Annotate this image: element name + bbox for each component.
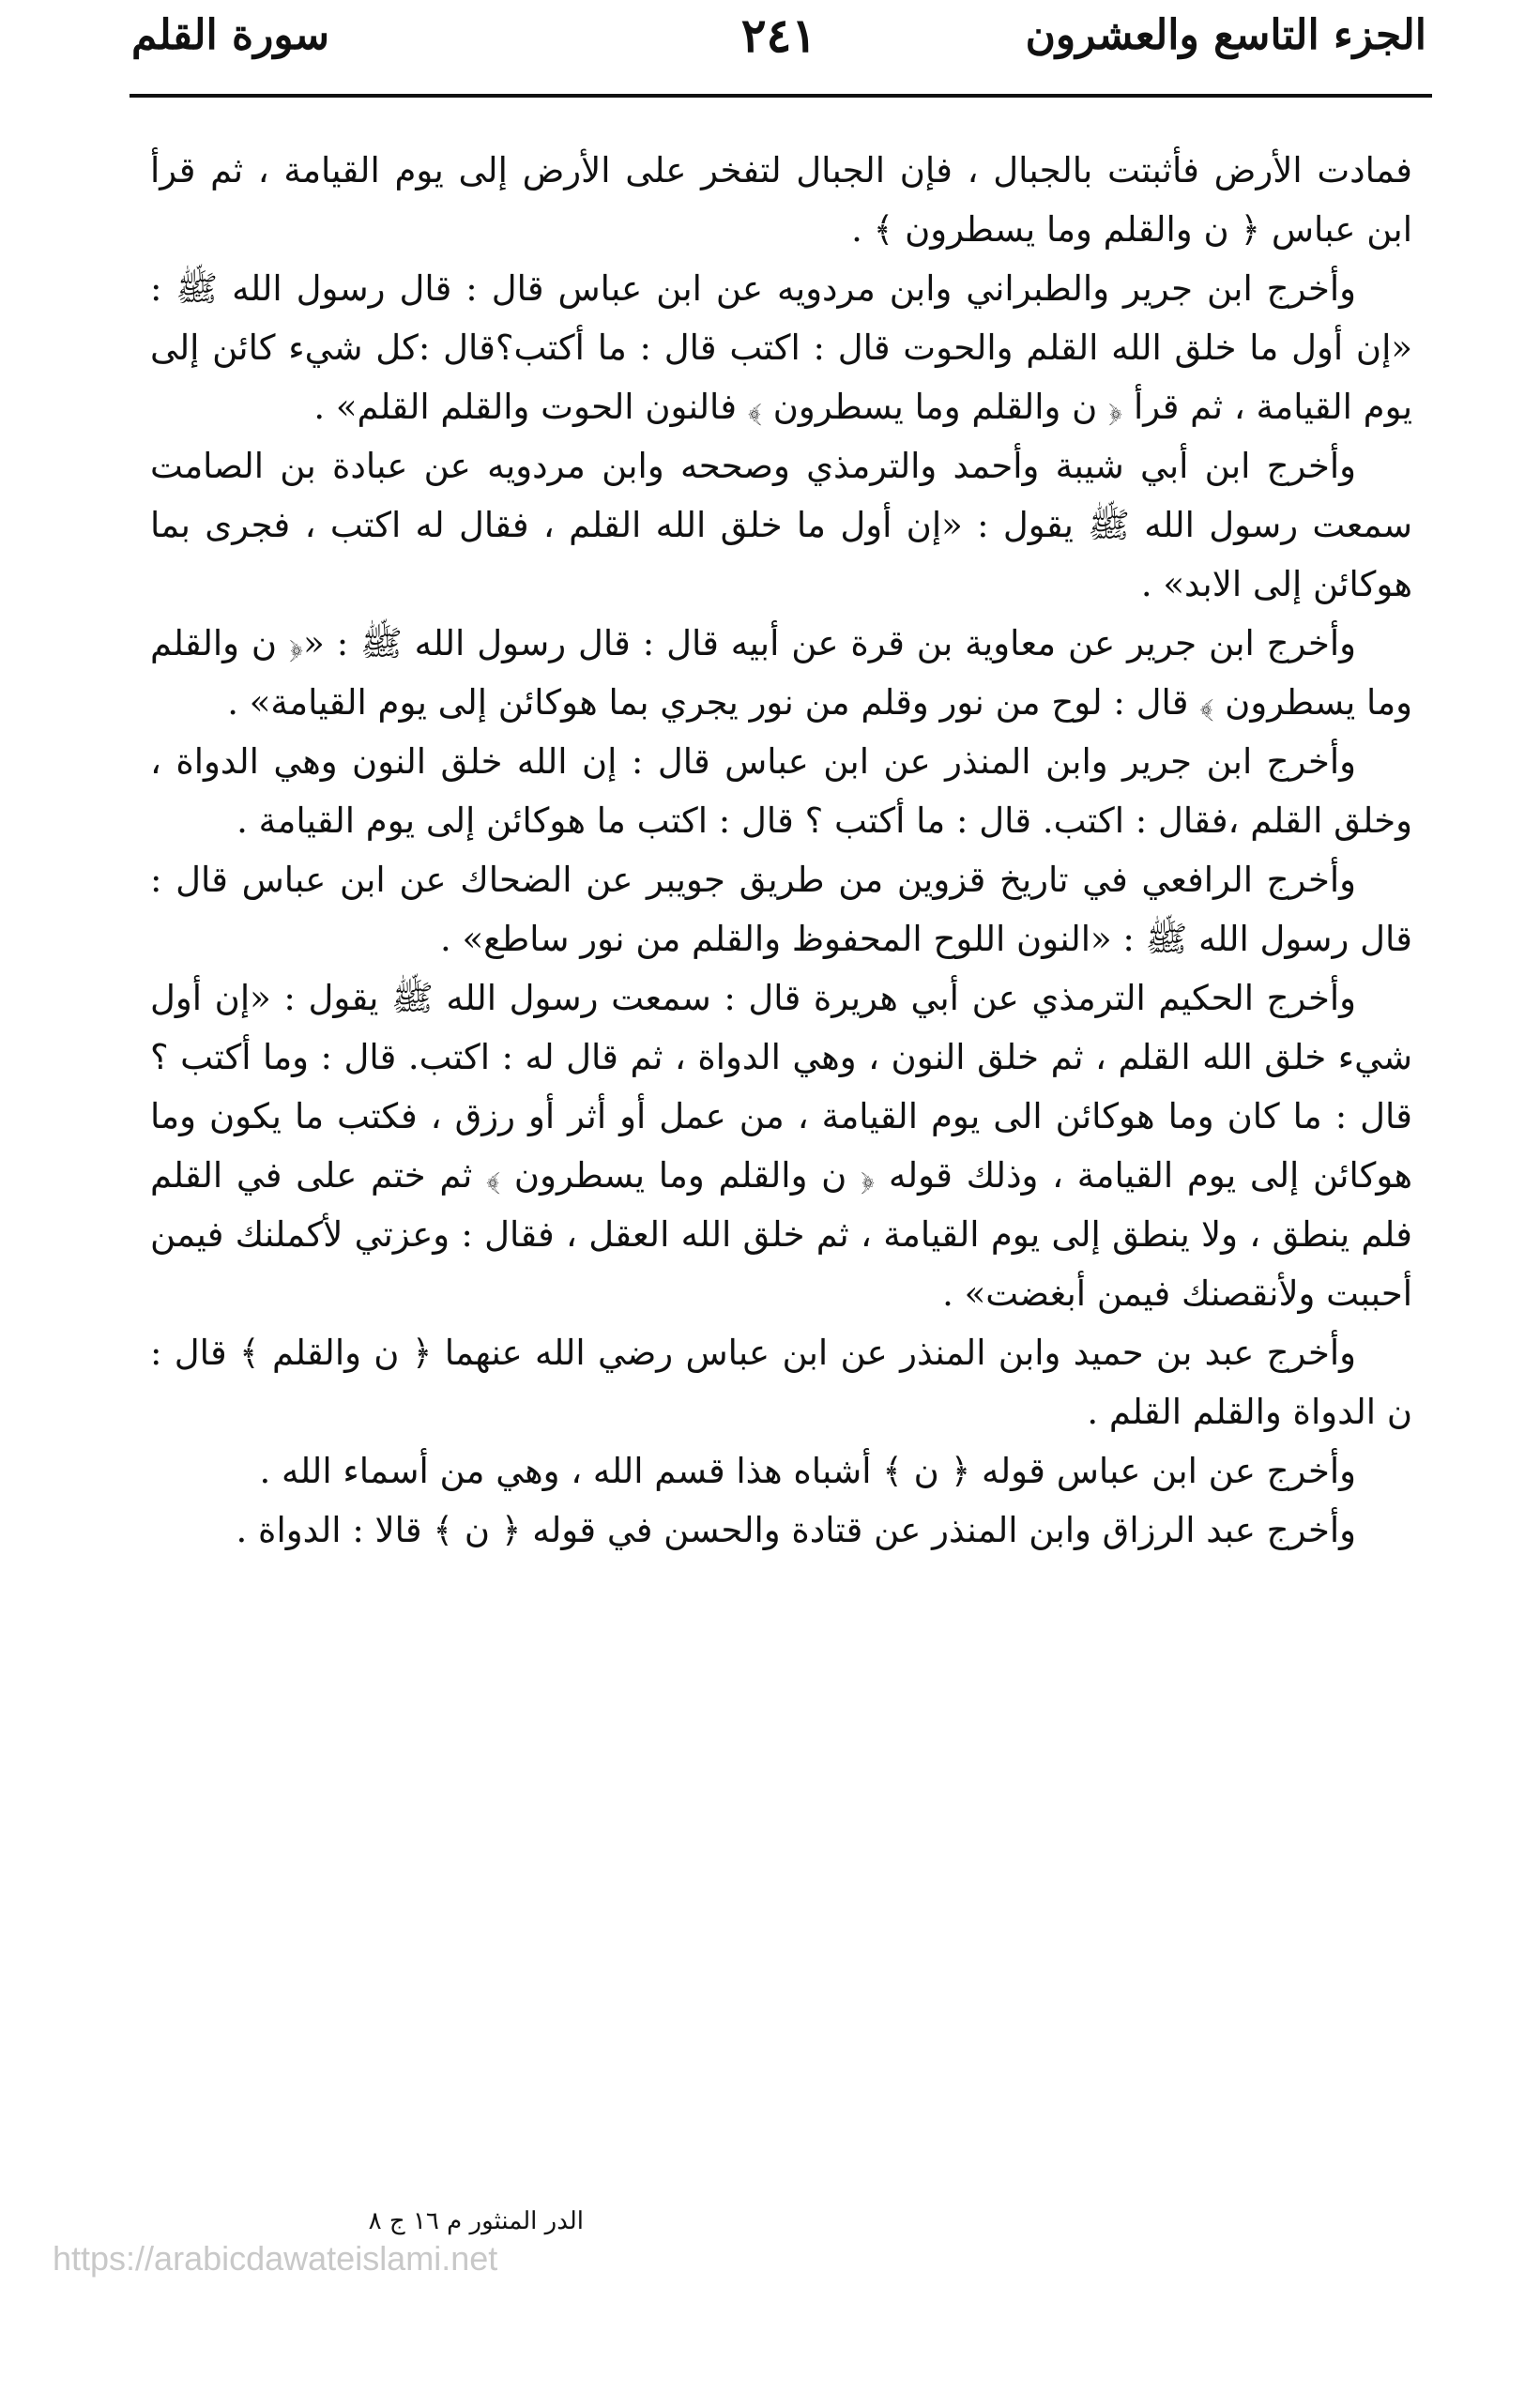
part-title: الجزء التاسع والعشرون bbox=[1025, 11, 1426, 59]
surah-title: سورة القلم bbox=[131, 11, 329, 59]
paragraph: وأخرج ابن جرير عن معاوية بن قرة عن أبيه قال : قال رسول الله ﷺ : «﴿ ن والقلم وما يسطرون ﴾ قال : لوح من نور وقلم من نور يجري بما هوكائن إلى يوم القيامة» . bbox=[150, 623, 1412, 723]
paragraph: وأخرج عبد بن حميد وابن المنذر عن ابن عباس رضي الله عنهما ﴿ ن والقلم ﴾ قال : ن الدواة والقلم القلم . bbox=[150, 1333, 1412, 1432]
paragraph: فمادت الأرض فأثبتت بالجبال ، فإن الجبال لتفخر على الأرض إلى يوم القيامة ، ثم قرأ ابن عباس ﴿ ن والقلم وما يسطرون ﴾ . bbox=[150, 150, 1412, 250]
paragraph: وأخرج ابن جرير وابن المنذر عن ابن عباس قال : إن الله خلق النون وهي الدواة ، وخلق القلم ،فقال : اكتب. قال : ما أكتب ؟ قال : اكتب ما هوكائن إلى يوم القيامة . bbox=[150, 741, 1412, 841]
paragraph: وأخرج الرافعي في تاريخ قزوين من طريق جويبر عن الضحاك عن ابن عباس قال : قال رسول الله ﷺ : «النون اللوح المحفوظ والقلم من نور ساطع» . bbox=[150, 860, 1412, 959]
paragraph: وأخرج ابن أبي شيبة وأحمد والترمذي وصححه وابن مردويه عن عبادة بن الصامت سمعت رسول الله ﷺ يقول : «إن أول ما خلق الله القلم ، فقال له اكتب ، فجرى بما هوكائن إلى الابد» . bbox=[150, 446, 1412, 604]
page-number: ٢٤١ bbox=[740, 8, 817, 63]
main-text bbox=[150, 141, 1412, 1560]
paragraph: وأخرج ابن جرير والطبراني وابن مردويه عن ابن عباس قال : قال رسول الله ﷺ : «إن أول ما خلق الله القلم والحوت قال : اكتب قال : ما أكتب؟قال :كل شيء كائن إلى يوم القيامة ، ثم قرأ ﴿ ن والقلم وما يسطرون ﴾ فالنون الحوت والقلم القلم» . bbox=[150, 268, 1412, 427]
paragraph: وأخرج الحكيم الترمذي عن أبي هريرة قال : سمعت رسول الله ﷺ يقول : «إن أول شيء خلق الله القلم ، ثم خلق النون ، وهي الدواة ، ثم قال له : اكتب. قال : وما أكتب ؟ قال : ما كان وما هوكائن الى يوم القيامة ، من عمل أو أثر أو رزق ، فكتب ما يكون وما هوكائن إلى يوم القيامة ، وذلك قوله ﴿ ن والقلم وما يسطرون ﴾ ثم ختم على في القلم فلم ينطق ، ولا ينطق إلى يوم القيامة ، ثم خلق الله العقل ، فقال : وعزتي لأكملنك فيمن أحببت ولأنقصنك فيمن أبغضت» . bbox=[150, 978, 1412, 1314]
page-header bbox=[131, 6, 1426, 90]
watermark-url: https://arabicdawateislami.net bbox=[53, 2239, 498, 2278]
paragraph: وأخرج عن ابن عباس قوله ﴿ ن ﴾ أشباه هذا قسم الله ، وهي من أسماء الله . bbox=[259, 1451, 1356, 1491]
paragraph: وأخرج عبد الرزاق وابن المنذر عن قتادة والحسن في قوله ﴿ ن ﴾ قالا : الدواة . bbox=[236, 1510, 1356, 1550]
print-signature: الدر المنثور م ١٦ ج ٨ bbox=[368, 2207, 584, 2235]
header-divider bbox=[130, 94, 1432, 98]
